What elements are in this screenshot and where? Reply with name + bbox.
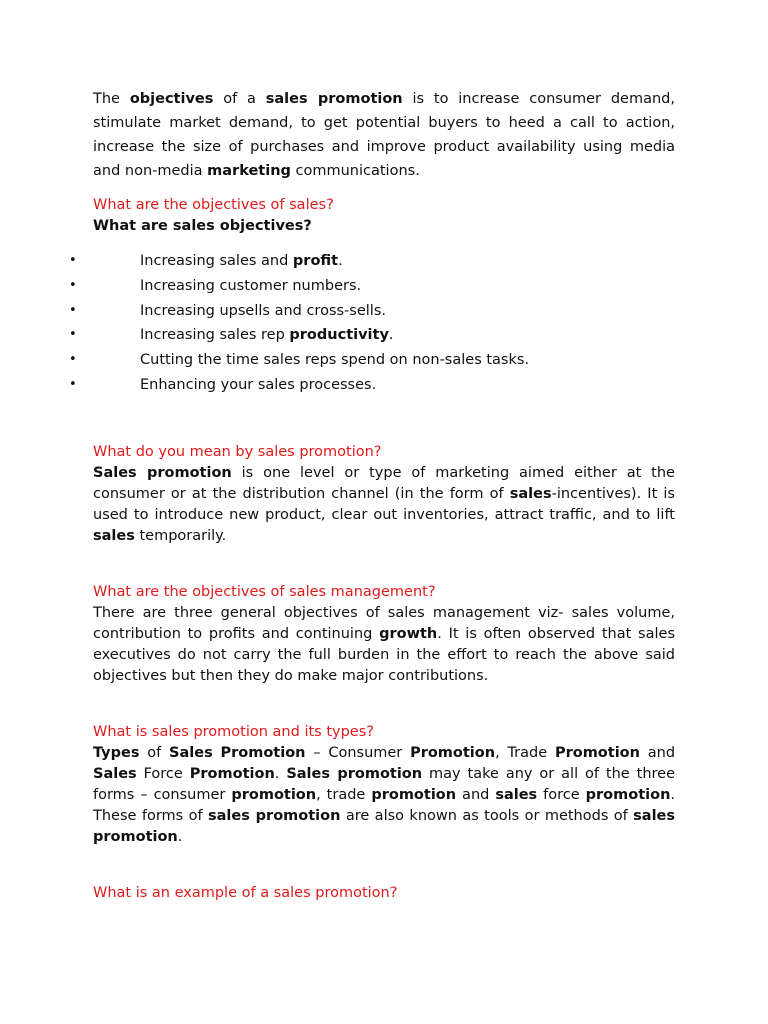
sales-management-section bbox=[93, 582, 675, 687]
question-promotion-example: What is an example of a sales promotion? bbox=[93, 885, 398, 901]
list-item-text: Increasing sales and profit. bbox=[140, 253, 343, 269]
bold-term: Promotion bbox=[189, 766, 275, 782]
list-item bbox=[0, 299, 768, 324]
list-item-text: Increasing upsells and cross-sells. bbox=[140, 302, 386, 319]
list-item bbox=[0, 249, 768, 274]
bullet-icon: • bbox=[69, 277, 77, 293]
sales-promotion-meaning-section bbox=[93, 442, 675, 547]
bold-term: marketing bbox=[207, 163, 291, 179]
bold-term: productivity bbox=[289, 327, 389, 344]
subheading-sales-objectives: What are sales objectives? bbox=[93, 218, 312, 234]
list-item bbox=[0, 348, 768, 373]
bold-term: growth bbox=[379, 626, 438, 642]
list-item-text: Increasing sales rep productivity. bbox=[140, 327, 394, 344]
bold-term: Promotion bbox=[554, 745, 640, 761]
bold-term: Sales promotion bbox=[286, 766, 423, 782]
bold-term: objectives bbox=[129, 91, 214, 107]
bold-term: sales bbox=[509, 486, 552, 502]
intro-paragraph: The objectives of a sales promotion is to increase consumer demand, stimulate market demand, to get potential buyers to heed a call to action, increase the size of purchases and improve product availability using media and non-media marketing communications. bbox=[93, 91, 675, 179]
bold-term: sales bbox=[495, 787, 538, 803]
question-meaning-sales-promotion: What do you mean by sales promotion? bbox=[93, 444, 382, 460]
sales-promotion-meaning-paragraph: Sales promotion is one level or type of marketing aimed either at the consumer or at the distribution channel (in the form of sales-incentives). It is used to introduce new product, clear out inventories, attract traffic, and to lift sales temporarily. bbox=[93, 465, 675, 544]
bold-term: promotion bbox=[231, 787, 317, 803]
bold-term: Sales promotion bbox=[93, 465, 232, 481]
bullet-icon: • bbox=[69, 327, 77, 343]
question-objectives-of-sales: What are the objectives of sales? bbox=[93, 197, 334, 213]
list-item-text: Enhancing your sales processes. bbox=[140, 376, 377, 393]
bullet-icon: • bbox=[69, 253, 77, 268]
list-item bbox=[0, 274, 768, 299]
list-item bbox=[0, 323, 768, 348]
bold-term: Promotion bbox=[410, 745, 496, 761]
bold-term: sales promotion bbox=[207, 808, 341, 824]
bullet-icon: • bbox=[69, 352, 77, 368]
question-promotion-types: What is sales promotion and its types? bbox=[93, 724, 374, 740]
bold-term: sales promotion bbox=[93, 808, 676, 845]
bold-term: sales promotion bbox=[265, 91, 403, 107]
bold-term: promotion bbox=[585, 787, 671, 803]
question-sales-management: What are the objectives of sales management? bbox=[93, 584, 436, 600]
list-item-text: Cutting the time sales reps spend on non-sales tasks. bbox=[140, 352, 530, 369]
promotion-types-section bbox=[93, 722, 675, 848]
bold-term: profit bbox=[292, 253, 339, 269]
promotion-types-paragraph: Types of Sales Promotion – Consumer Promotion, Trade Promotion and Sales Force Promotion. Sales promotion may take any or all of the three forms – consumer promotion, trade promotion and sales force promotion. These forms of sales promotion are also known as tools or methods of sales promotion. bbox=[93, 745, 676, 845]
objectives-section bbox=[93, 195, 675, 237]
objectives-list bbox=[0, 249, 768, 398]
bold-term: promotion bbox=[371, 787, 457, 803]
bold-term: Sales bbox=[93, 766, 137, 782]
bullet-icon: • bbox=[69, 376, 77, 392]
bold-term: Sales bbox=[169, 745, 213, 761]
promotion-example-section bbox=[93, 883, 675, 904]
intro-section bbox=[93, 87, 675, 183]
bullet-icon: • bbox=[69, 302, 77, 318]
list-item bbox=[0, 373, 768, 398]
bold-term: Promotion bbox=[220, 745, 306, 761]
list-item-text: Increasing customer numbers. bbox=[140, 277, 362, 294]
bold-term: Types bbox=[93, 745, 140, 761]
sales-management-paragraph: There are three general objectives of sales management viz- sales volume, contribution to profits and continuing growth. It is often observed that sales executives do not carry the full burden in the effort to reach the above said objectives but then they do make major contributions. bbox=[93, 605, 676, 684]
bold-term: sales bbox=[93, 528, 135, 544]
